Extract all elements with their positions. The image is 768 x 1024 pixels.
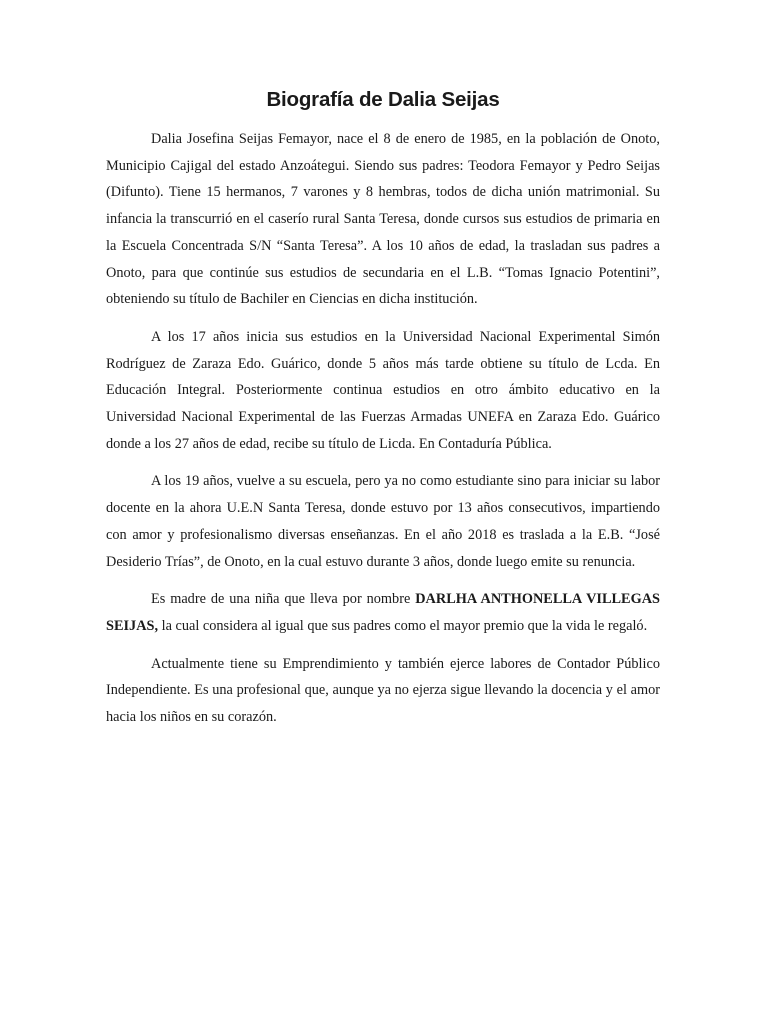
- document-title: Biografía de Dalia Seijas: [266, 88, 500, 111]
- paragraph-daughter-intro: Es madre de una niña que lleva por nombre: [151, 591, 416, 608]
- paragraph-university-studies: A los 17 años inicia sus estudios en la Universidad Nacional Experimental Simón Rodríguez de Zaraza Edo. Guárico, donde 5 años más tarde obtiene su título de Lcda. En Educación Integral. Posteriormente continua estudios en otro ámbito educativo en la Universidad Nacional Experimental de las Fuerzas Armadas UNEFA en Zaraza Edo. Guárico donde a los 27 años de edad, recibe su título de Licda. En Contaduría Pública.: [106, 328, 660, 452]
- paragraph-birth-and-childhood: Dalia Josefina Seijas Femayor, nace el 8 de enero de 1985, en la población de Onoto, Municipio Cajigal del estado Anzoátegui. Siendo sus padres: Teodora Femayor y Pedro Seijas (Difunto). Tiene 15 hermanos, 7 varones y 8 hembras, todos de dicha unión matrimonial. Su infancia la transcurrió en el caserío rural Santa Teresa, donde cursos sus estudios de primaria en la Escuela Concentrada S/N “Santa Teresa”. A los 10 años de edad, la trasladan sus padres a Onoto, para que continúe sus estudios de secundaria en el L.B. “Tomas Ignacio Potentini”, obteniendo su título de Bachiler en Ciencias en dicha institución.: [106, 131, 660, 308]
- paragraph-daughter: [106, 586, 660, 639]
- paragraph-current-work: Actualmente tiene su Emprendimiento y también ejerce labores de Contador Público Independiente. Es una profesional que, aunque ya no ejerza sigue llevando la docencia y el amor hacia los niños en su corazón.: [106, 655, 660, 726]
- document-page: [106, 88, 660, 742]
- daughter-name: DARLHA ANTHONELLA VILLEGAS SEIJAS,: [106, 591, 660, 634]
- paragraph-teaching-career: A los 19 años, vuelve a su escuela, pero ya no como estudiante sino para iniciar su labor docente en la ahora U.E.N Santa Teresa, donde estuvo por 13 años consecutivos, impartiendo con amor y profesionalismo diversas enseñanzas. En el año 2018 es traslada a la E.B. “José Desiderio Trías”, de Onoto, en la cual estuvo durante 3 años, donde luego emite su renuncia.: [106, 473, 660, 570]
- paragraph-daughter-rest: la cual considera al igual que sus padres como el mayor premio que la vida le regaló.: [158, 617, 648, 634]
